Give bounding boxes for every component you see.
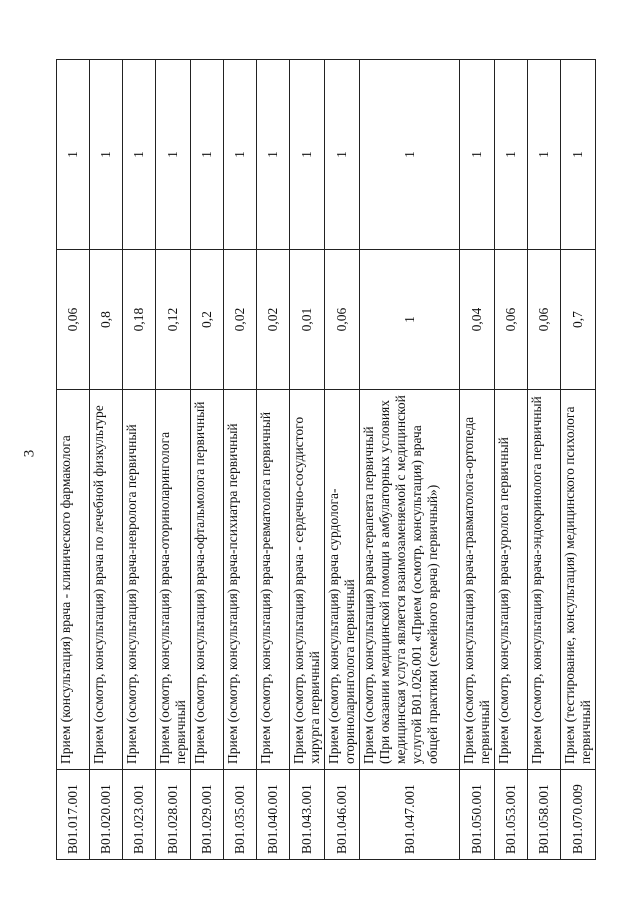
row-code: B01.050.001 <box>459 770 494 860</box>
row-service-name: Прием (осмотр, консультация) врача-терапевта первичный (При оказании медицинской помощи в амбулаторных условиях медицинская услуга является взаимозаменяемой с медицинской услугой B01.026.001 «Прием (осмотр, консультация) врача общей практики (семейного врача) первичный») <box>360 390 459 770</box>
row-multiplicity: 1 <box>527 60 560 250</box>
table-row <box>494 60 527 860</box>
row-frequency: 0,02 <box>257 250 290 390</box>
row-code: B01.058.001 <box>527 770 560 860</box>
row-code: B01.047.001 <box>360 770 459 860</box>
row-multiplicity: 1 <box>459 60 494 250</box>
table-row <box>90 60 123 860</box>
row-frequency: 0,12 <box>156 250 191 390</box>
row-code: B01.028.001 <box>156 770 191 860</box>
row-frequency: 0,2 <box>191 250 224 390</box>
row-code: B01.020.001 <box>90 770 123 860</box>
row-service-name: Прием (тестирование, консультация) медицинского психолога первичный <box>560 390 595 770</box>
row-code: B01.023.001 <box>123 770 156 860</box>
row-service-name: Прием (консультация) врача - клинического фармаколога <box>57 390 90 770</box>
table-row <box>191 60 224 860</box>
row-service-name: Прием (осмотр, консультация) врача по лечебной физкультуре <box>90 390 123 770</box>
row-multiplicity: 1 <box>156 60 191 250</box>
table-row <box>459 60 494 860</box>
row-frequency: 0,7 <box>560 250 595 390</box>
services-table <box>56 59 596 860</box>
row-frequency: 0,06 <box>57 250 90 390</box>
table-row <box>527 60 560 860</box>
table-row <box>123 60 156 860</box>
table-row <box>156 60 191 860</box>
row-multiplicity: 1 <box>290 60 325 250</box>
table-row <box>224 60 257 860</box>
table-row <box>257 60 290 860</box>
row-code: B01.040.001 <box>257 770 290 860</box>
row-service-name: Прием (осмотр, консультация) врача-офтальмолога первичный <box>191 390 224 770</box>
row-frequency: 0,01 <box>290 250 325 390</box>
row-multiplicity: 1 <box>560 60 595 250</box>
table-row <box>57 60 90 860</box>
row-frequency: 0,06 <box>527 250 560 390</box>
row-multiplicity: 1 <box>123 60 156 250</box>
row-code: B01.017.001 <box>57 770 90 860</box>
row-multiplicity: 1 <box>191 60 224 250</box>
row-multiplicity: 1 <box>360 60 459 250</box>
row-multiplicity: 1 <box>90 60 123 250</box>
row-multiplicity: 1 <box>224 60 257 250</box>
table-row <box>325 60 360 860</box>
row-frequency: 0,8 <box>90 250 123 390</box>
row-code: B01.035.001 <box>224 770 257 860</box>
row-service-name: Прием (осмотр, консультация) врача-невролога первичный <box>123 390 156 770</box>
row-code: B01.070.009 <box>560 770 595 860</box>
services-table-frame <box>56 60 596 860</box>
row-multiplicity: 1 <box>257 60 290 250</box>
row-service-name: Прием (осмотр, консультация) врача-травматолога-ортопеда первичный <box>459 390 494 770</box>
row-frequency: 0,06 <box>325 250 360 390</box>
row-code: B01.046.001 <box>325 770 360 860</box>
row-frequency: 0,18 <box>123 250 156 390</box>
row-frequency: 0,06 <box>494 250 527 390</box>
row-frequency: 0,02 <box>224 250 257 390</box>
row-frequency: 0,04 <box>459 250 494 390</box>
table-row <box>560 60 595 860</box>
row-code: B01.043.001 <box>290 770 325 860</box>
row-service-name: Прием (осмотр, консультация) врача сурдолога-оториноларинголога первичный <box>325 390 360 770</box>
row-frequency: 1 <box>360 250 459 390</box>
row-service-name: Прием (осмотр, консультация) врача - сердечно-сосудистого хирурга первичный <box>290 390 325 770</box>
row-service-name: Прием (осмотр, консультация) врача-оториноларинголога первичный <box>156 390 191 770</box>
table-row <box>360 60 459 860</box>
row-service-name: Прием (осмотр, консультация) врача-уролога первичный <box>494 390 527 770</box>
row-service-name: Прием (осмотр, консультация) врача-психиатра первичный <box>224 390 257 770</box>
row-multiplicity: 1 <box>325 60 360 250</box>
row-code: B01.053.001 <box>494 770 527 860</box>
page-number: 3 <box>21 449 38 458</box>
table-row <box>290 60 325 860</box>
row-multiplicity: 1 <box>57 60 90 250</box>
row-service-name: Прием (осмотр, консультация) врача-ревматолога первичный <box>257 390 290 770</box>
row-code: B01.029.001 <box>191 770 224 860</box>
row-service-name: Прием (осмотр, консультация) врача-эндокринолога первичный <box>527 390 560 770</box>
row-multiplicity: 1 <box>494 60 527 250</box>
